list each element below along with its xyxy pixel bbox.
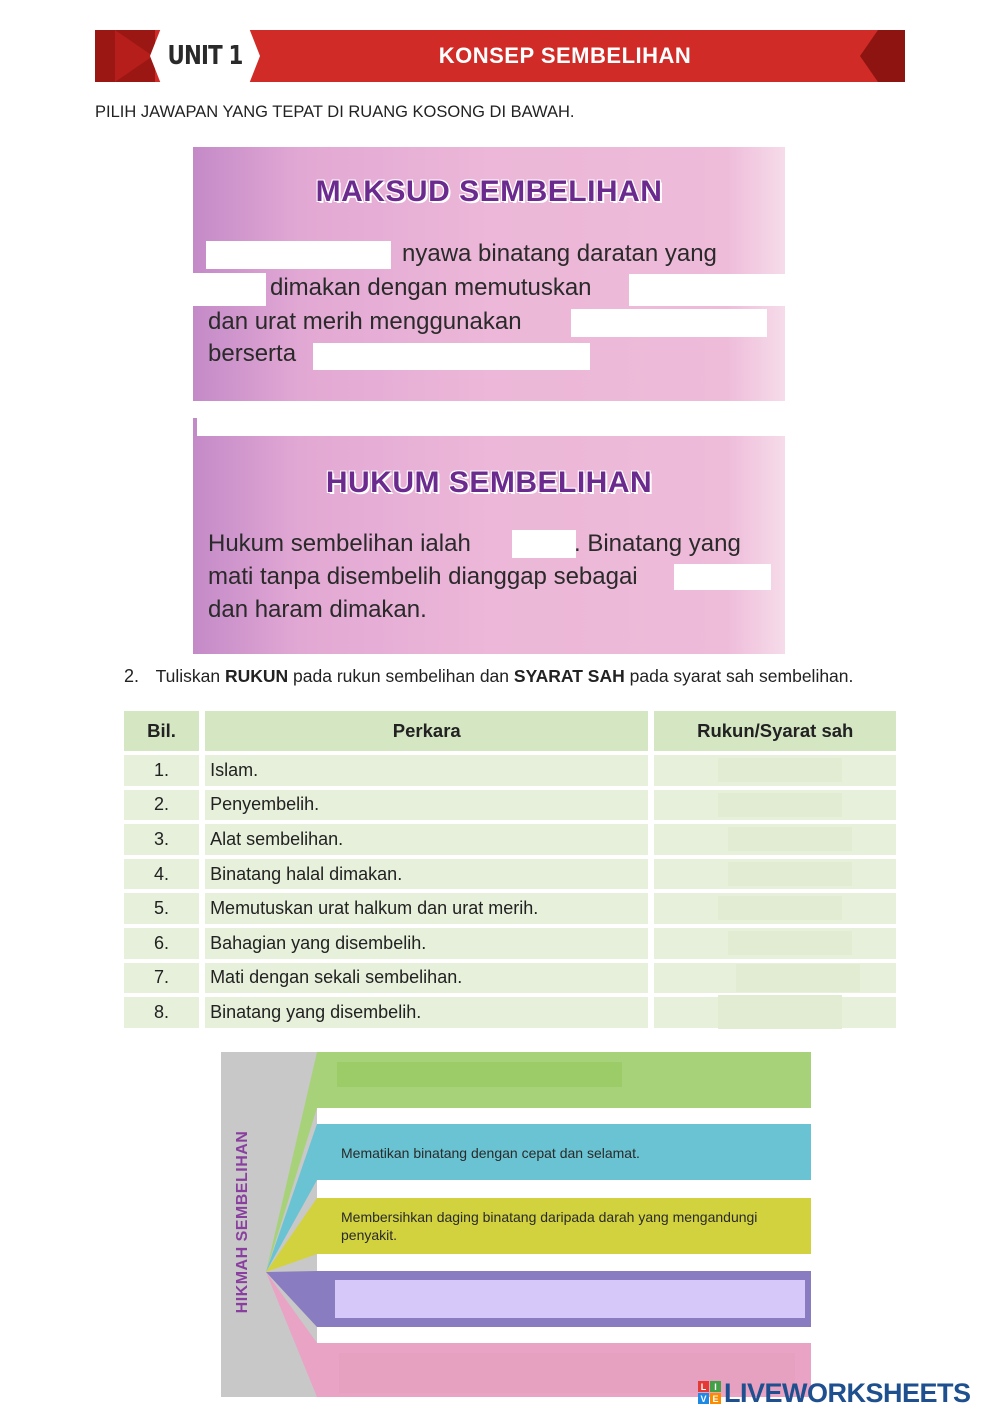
table-row xyxy=(124,997,896,1028)
hukum-heading: HUKUM SEMBELIHAN xyxy=(325,466,653,499)
answer-cell xyxy=(654,997,896,1028)
row-perkara: Mati dengan sekali sembelihan. xyxy=(205,963,648,994)
answer-cell xyxy=(654,859,896,890)
blank-maksud-1[interactable] xyxy=(206,241,391,269)
row-bil: 1. xyxy=(124,755,199,786)
q2-text-2: pada rukun sembelihan dan xyxy=(293,666,510,686)
table-row xyxy=(124,824,896,855)
table-header-row xyxy=(124,711,896,751)
hukum-line-3: dan haram dimakan. xyxy=(208,596,427,623)
brand-wordmark: LIVEWORKSHEETS xyxy=(724,1377,971,1408)
answer-box[interactable] xyxy=(728,931,852,955)
hikmah-item-3 xyxy=(317,1198,811,1254)
answer-box[interactable] xyxy=(728,862,852,886)
blank-maksud-3[interactable] xyxy=(629,274,785,306)
answer-cell xyxy=(654,893,896,924)
hikmah-item-2 xyxy=(317,1124,811,1180)
blank-hukum-2[interactable] xyxy=(674,564,771,590)
blank-maksud-4[interactable] xyxy=(571,309,767,337)
hikmah-item-2-text: Mematikan binatang dengan cepat dan selamat. xyxy=(341,1145,640,1161)
blank-maksud-5[interactable] xyxy=(313,343,590,370)
header-perkara: Perkara xyxy=(205,711,648,751)
q2-bold-rukun: RUKUN xyxy=(224,666,289,686)
hikmah-blank-1[interactable] xyxy=(337,1062,622,1087)
answer-box[interactable] xyxy=(718,758,842,782)
header-banner xyxy=(95,30,905,82)
hikmah-blank-4[interactable] xyxy=(335,1280,805,1318)
row-perkara: Bahagian yang disembelih. xyxy=(205,928,648,959)
answer-cell xyxy=(654,963,896,994)
hikmah-item-3-line-1: Membersihkan daging binatang daripada darah yang mengandungi xyxy=(341,1209,758,1225)
row-perkara: Binatang yang disembelih. xyxy=(205,997,648,1028)
answer-cell xyxy=(654,790,896,821)
row-perkara: Memutuskan urat halkum dan urat merih. xyxy=(205,893,648,924)
blank-hukum-1[interactable] xyxy=(512,530,576,558)
answer-box[interactable] xyxy=(718,793,842,817)
row-bil: 3. xyxy=(124,824,199,855)
hikmah-vertical-label-wrap xyxy=(228,1122,258,1322)
banner-title: KONSEP SEMBELIHAN xyxy=(438,43,692,68)
maksud-line-4: berserta xyxy=(208,340,297,367)
row-perkara: Penyembelih. xyxy=(205,790,648,821)
maksud-line-2: dimakan dengan memutuskan xyxy=(270,274,592,301)
hukum-line-1a: Hukum sembelihan ialah xyxy=(208,530,471,557)
hikmah-item-3-line-2: penyakit. xyxy=(341,1227,398,1243)
banner-right-accent xyxy=(860,30,905,82)
table-row xyxy=(124,928,896,959)
header-bil: Bil. xyxy=(124,711,199,751)
table-row xyxy=(124,790,896,821)
question-2-number: 2. xyxy=(124,666,140,686)
row-bil: 8. xyxy=(124,997,199,1028)
header-rukun-syarat: Rukun/Syarat sah xyxy=(654,711,896,751)
answer-cell xyxy=(654,755,896,786)
table-row xyxy=(124,963,896,994)
hikmah-vertical-label: HIKMAH SEMBELIHAN xyxy=(234,1130,251,1314)
table-row xyxy=(124,893,896,924)
hukum-card-notch xyxy=(193,418,197,438)
hukum-line-2: mati tanpa disembelih dianggap sebagai xyxy=(208,563,638,590)
row-bil: 6. xyxy=(124,928,199,959)
hikmah-item-4 xyxy=(317,1271,811,1327)
row-bil: 7. xyxy=(124,963,199,994)
liveworksheets-logo-icon: L I V E xyxy=(698,1381,722,1405)
hukum-card xyxy=(193,436,785,654)
hikmah-item-1 xyxy=(317,1052,811,1108)
q2-text-3: pada syarat sah sembelihan. xyxy=(629,666,854,686)
unit-label: UNIT 1 xyxy=(167,41,243,71)
liveworksheets-brand xyxy=(698,1376,971,1410)
table-row xyxy=(124,859,896,890)
row-perkara: Binatang halal dimakan. xyxy=(205,859,648,890)
answer-cell xyxy=(654,928,896,959)
row-perkara: Islam. xyxy=(205,755,648,786)
hikmah-fan-connector xyxy=(260,1052,320,1397)
answer-box[interactable] xyxy=(718,896,842,920)
maksud-line-1: nyawa binatang daratan yang xyxy=(402,240,717,267)
answer-box[interactable] xyxy=(718,995,842,1029)
row-bil: 5. xyxy=(124,893,199,924)
answer-box[interactable] xyxy=(736,964,860,992)
q2-text-1: Tuliskan xyxy=(155,666,221,686)
q2-bold-syarat: SYARAT SAH xyxy=(513,666,625,686)
rukun-table xyxy=(118,707,902,1032)
hukum-line-1b: . Binatang yang xyxy=(574,530,741,557)
row-perkara: Alat sembelihan. xyxy=(205,824,648,855)
table-row xyxy=(124,755,896,786)
maksud-line-3: dan urat merih menggunakan xyxy=(208,308,522,335)
instruction-text: PILIH JAWAPAN YANG TEPAT DI RUANG KOSONG DI BAWAH. xyxy=(95,103,575,121)
maksud-heading: MAKSUD SEMBELIHAN xyxy=(315,175,663,208)
blank-maksud-2[interactable] xyxy=(193,273,266,306)
row-bil: 4. xyxy=(124,859,199,890)
answer-cell xyxy=(654,824,896,855)
answer-box[interactable] xyxy=(728,827,852,851)
banner-left-arrow xyxy=(115,30,153,82)
question-2 xyxy=(124,666,853,687)
row-bil: 2. xyxy=(124,790,199,821)
maksud-card xyxy=(193,147,785,401)
